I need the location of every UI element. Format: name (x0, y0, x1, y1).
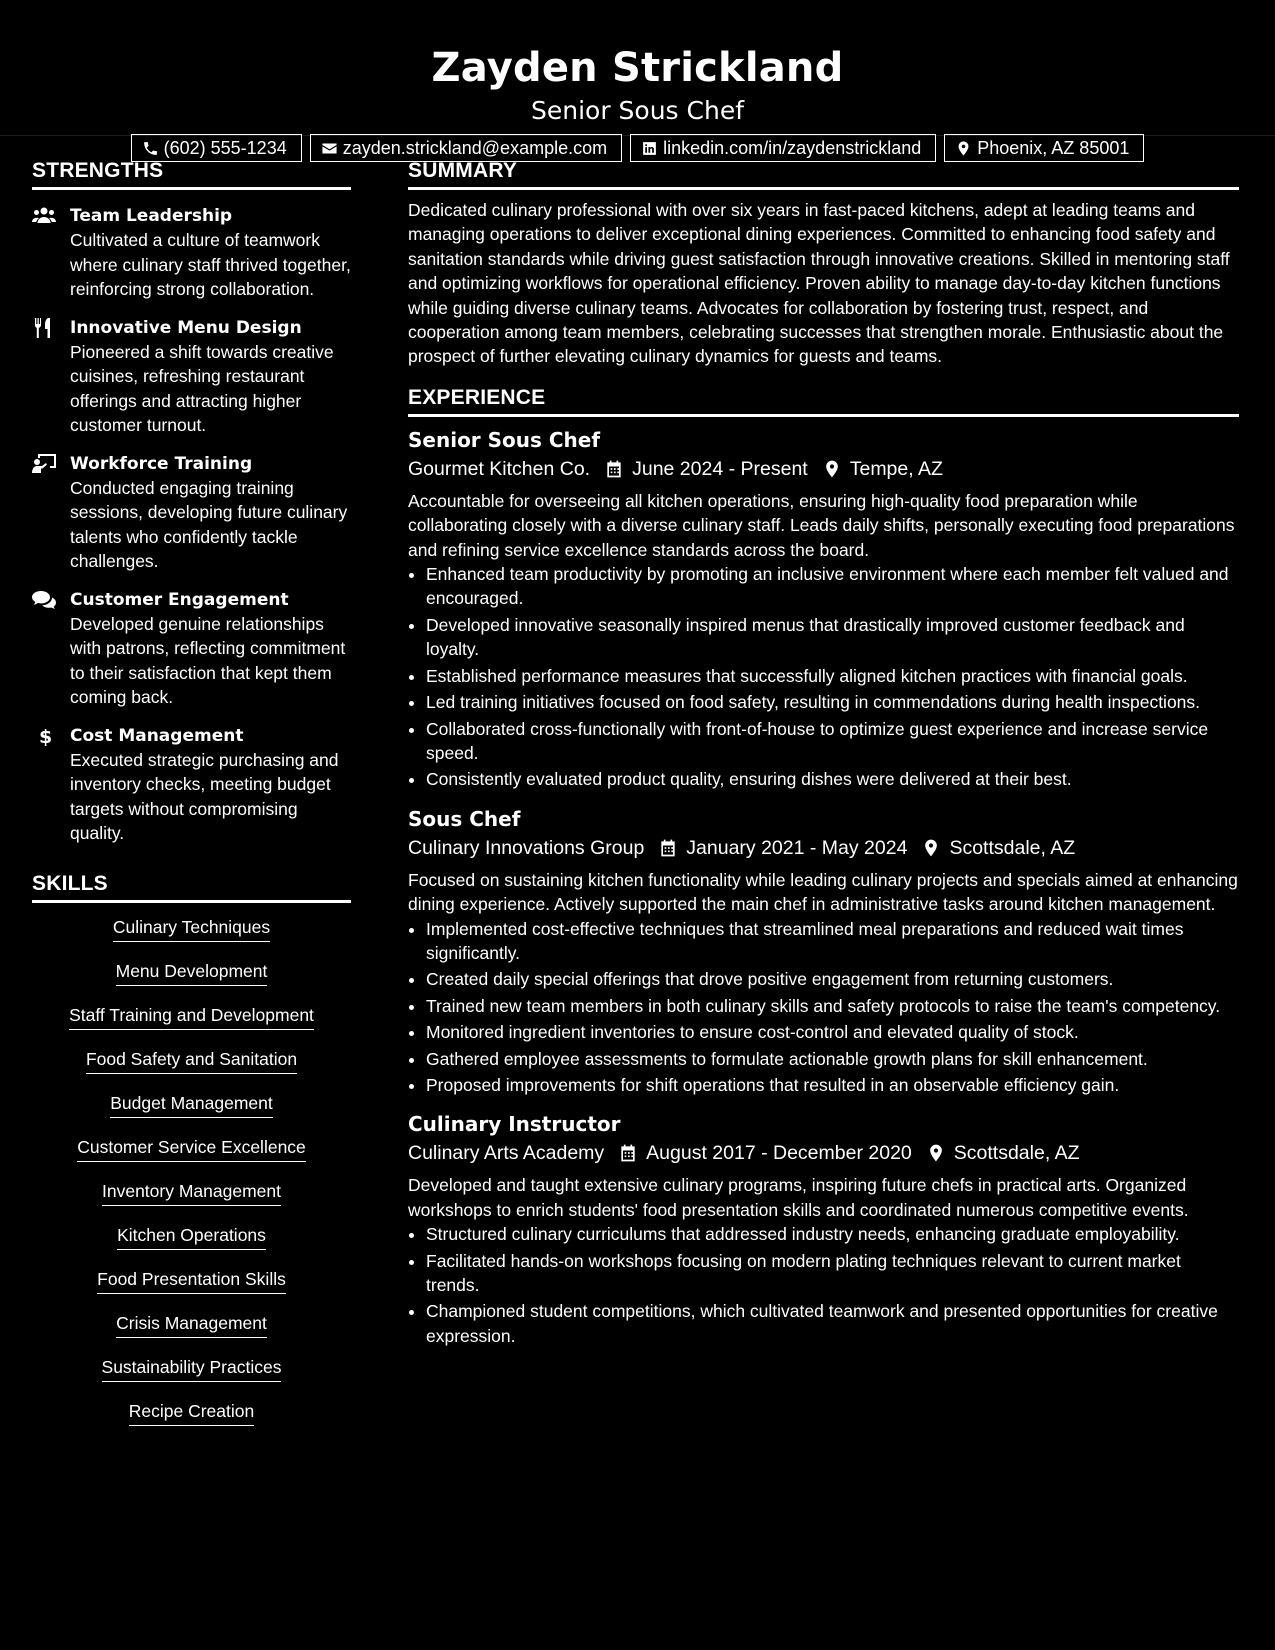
dollar-icon (32, 726, 56, 746)
job-bullet: • Structured culinary curriculums that addressed industry needs, enhancing graduate employability. (426, 1222, 1239, 1246)
calendar-icon (604, 459, 624, 479)
job-description: Focused on sustaining kitchen functionality while leading culinary projects and specials aimed at enhancing dining experience. Actively supported the main chef in administrative tasks around kitchen management. (408, 869, 1238, 915)
job-description: Accountable for overseeing all kitchen operations, ensuring high-quality food preparation while collaborating closely with a diverse culinary staff. Leads daily shifts, personally executing food preparations and refining service excellence standards across the board. (408, 490, 1235, 560)
job-bullet: • Implemented cost-effective techniques that streamlined meal preparations and reduced wait times significantly. (426, 917, 1239, 966)
strength-desc: Cultivated a culture of teamwork where culinary staff thrived together, reinforcing strong collaboration. (70, 230, 351, 299)
job-bullets (408, 1222, 1239, 1348)
strength-desc: Developed genuine relationships with patrons, reflecting commitment to their satisfaction that kept them coming back. (70, 613, 346, 707)
skills-list (32, 915, 351, 1443)
strength-title: Workforce Training (70, 453, 253, 474)
right-column (408, 159, 1239, 1443)
job-entry (408, 1111, 1239, 1348)
job-bullet: • Monitored ingredient inventories to ensure cost-control and elevated quality of stock. (426, 1020, 1239, 1044)
phone-icon (142, 140, 159, 157)
skill-item: Food Safety and Sanitation (86, 1047, 297, 1074)
strength-item (32, 724, 351, 846)
skill-item: Recipe Creation (129, 1399, 254, 1426)
contact-location (944, 134, 1144, 162)
contact-phone[interactable] (131, 134, 302, 162)
skills-heading: SKILLS (32, 872, 351, 903)
skill-item: Menu Development (116, 959, 268, 986)
map-pin-icon (926, 1143, 946, 1163)
linkedin-icon (641, 140, 658, 157)
strength-item (32, 316, 351, 438)
job-bullets (408, 562, 1239, 792)
strength-desc: Pioneered a shift towards creative cuisines, refreshing restaurant offerings and attracting higher customer turnout. (70, 341, 334, 435)
job-bullet: • Championed student competitions, which cultivated teamwork and presented opportunities for creative expression. (426, 1299, 1239, 1348)
job-description: Developed and taught extensive culinary programs, inspiring future chefs in practical arts. Organized workshops to enrich students' food presentation skills and coordinated numerous competitive events. (408, 1175, 1189, 1220)
strength-desc: Conducted engaging training sessions, developing future culinary talents who confidently tackle challenges. (70, 477, 348, 571)
skill-item: Kitchen Operations (117, 1223, 266, 1250)
job-bullet: • Enhanced team productivity by promoting an inclusive environment where each member felt valued and encouraged. (426, 562, 1239, 611)
job-bullet: • Developed innovative seasonally inspired menus that drastically improved customer feedback and loyalty. (426, 613, 1239, 662)
map-pin-icon (955, 140, 972, 157)
job-dates: August 2017 - December 2020 (646, 1142, 912, 1165)
strength-title: Customer Engagement (70, 589, 289, 610)
strength-item (32, 204, 351, 302)
svg-text:$: $ (39, 725, 53, 746)
job-title: Culinary Instructor (408, 1112, 621, 1137)
job-entry (408, 806, 1239, 1098)
job-company: Culinary Innovations Group (408, 836, 645, 859)
strength-item (32, 588, 351, 710)
map-pin-icon (921, 838, 941, 858)
users-icon (32, 206, 56, 226)
left-column (32, 159, 351, 1443)
strength-title: Innovative Menu Design (70, 317, 302, 338)
job-bullet: • Consistently evaluated product quality, ensuring dishes were delivered at their best. (426, 767, 1239, 791)
strengths-list (32, 204, 351, 846)
email-text: zayden.strickland@example.com (342, 137, 608, 158)
job-bullet: • Collaborated cross-functionally with front-of-house to optimize guest experience and increase service speed. (426, 717, 1239, 766)
resume-header (0, 0, 1275, 158)
job-dates: June 2024 - Present (632, 457, 808, 480)
location-text: Phoenix, AZ 85001 (977, 137, 1130, 158)
linkedin-text: linkedin.com/in/zaydenstrickland (663, 137, 922, 158)
skill-item: Culinary Techniques (113, 915, 270, 942)
job-bullet: • Led training initiatives focused on food safety, resulting in commendations during health inspections. (426, 690, 1239, 714)
contact-linkedin[interactable] (630, 134, 936, 162)
utensils-icon (32, 318, 56, 338)
job-bullets (408, 917, 1239, 1098)
envelope-icon (321, 140, 338, 157)
job-bullet: • Proposed improvements for shift operations that resulted in an observable efficiency gain. (426, 1073, 1239, 1097)
job-location: Tempe, AZ (849, 457, 943, 480)
skill-item: Food Presentation Skills (97, 1267, 286, 1294)
contact-email[interactable] (310, 134, 622, 162)
job-bullet: • Gathered employee assessments to formulate actionable growth plans for skill enhancement. (426, 1047, 1239, 1071)
skill-item: Staff Training and Development (69, 1003, 314, 1030)
job-title: Senior Sous Chef (408, 427, 601, 452)
job-company: Gourmet Kitchen Co. (408, 457, 591, 480)
experience-heading: EXPERIENCE (408, 386, 1239, 417)
calendar-icon (658, 838, 678, 858)
comments-icon (32, 590, 56, 610)
map-pin-icon (822, 459, 842, 479)
skill-item: Inventory Management (102, 1179, 281, 1206)
job-meta (408, 834, 1239, 862)
phone-text: (602) 555-1234 (163, 137, 287, 158)
skill-item: Budget Management (110, 1091, 272, 1118)
job-bullet: • Trained new team members in both culinary skills and safety protocols to raise the team's competency. (426, 994, 1239, 1018)
job-bullet: • Facilitated hands-on workshops focusing on modern plating techniques relevant to current market trends. (426, 1249, 1239, 1298)
strength-title: Cost Management (70, 725, 244, 746)
skill-item: Sustainability Practices (102, 1355, 282, 1382)
job-meta (408, 1139, 1239, 1167)
job-location: Scottsdale, AZ (953, 1142, 1080, 1165)
job-bullet: • Created daily special offerings that drove positive engagement from returning customers. (426, 967, 1239, 991)
strength-desc: Executed strategic purchasing and inventory checks, meeting budget targets without compromising quality. (70, 749, 339, 843)
job-bullet: • Established performance measures that successfully aligned kitchen practices with financial goals. (426, 664, 1239, 688)
job-location: Scottsdale, AZ (949, 836, 1076, 859)
calendar-icon (618, 1143, 638, 1163)
job-title: Sous Chef (408, 806, 521, 831)
skill-item: Crisis Management (116, 1311, 267, 1338)
summary-text: Dedicated culinary professional with over six years in fast-paced kitchens, adept at leading teams and managing operations to deliver exceptional dining experiences. Committed to enhancing food safety and sanitation standards while driving guest satisfaction through innovative creations. Skilled in mentoring staff and optimizing workflows for operational efficiency. Proven ability to manage day-to-day kitchen functions while guiding diverse culinary teams. Advocates for collaboration by fostering trust, respect, and cooperation among team members, celebrating successes that strengthen morale. Enthusiastic about the prospect of further elevating culinary dynamics for guests and teams. (408, 200, 1230, 367)
candidate-title: Senior Sous Chef (530, 96, 745, 125)
skill-item: Customer Service Excellence (77, 1135, 306, 1162)
summary-heading: SUMMARY (408, 159, 1239, 190)
strength-title: Team Leadership (70, 206, 233, 226)
strengths-heading: STRENGTHS (32, 159, 351, 190)
candidate-name: Zayden Strickland (431, 45, 844, 91)
job-dates: January 2021 - May 2024 (686, 836, 908, 859)
job-entry (408, 427, 1239, 792)
chalkboard-teacher-icon (32, 454, 56, 474)
job-meta (408, 455, 1239, 483)
contact-bar (0, 134, 1275, 162)
strength-item (32, 452, 351, 574)
job-company: Culinary Arts Academy (408, 1142, 605, 1165)
